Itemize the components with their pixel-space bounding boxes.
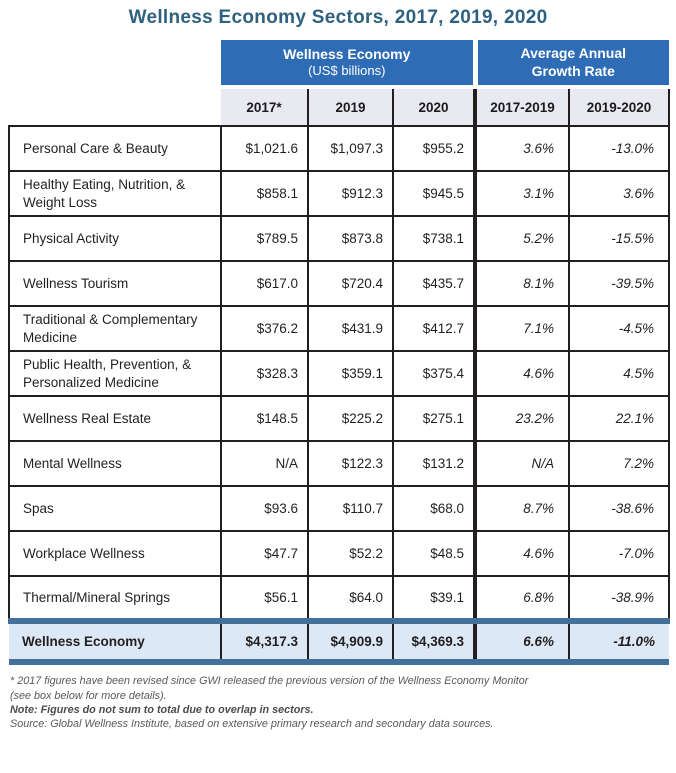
table-row <box>9 531 669 576</box>
growth-cell: 22.1% <box>569 396 669 441</box>
growth-cell: N/A <box>475 441 569 486</box>
growth-cell: -39.5% <box>569 261 669 306</box>
value-cell: N/A <box>221 441 308 486</box>
value-cell: $131.2 <box>393 441 475 486</box>
source-footnote: Source: Global Wellness Institute, based on extensive primary research and secondary data sources. <box>10 718 494 731</box>
value-cell: $738.1 <box>393 216 475 261</box>
value-cell: $375.4 <box>393 351 475 396</box>
value-cell: $68.0 <box>393 486 475 531</box>
value-cell: $39.1 <box>393 576 475 621</box>
value-cell: $1,097.3 <box>308 126 393 171</box>
sector-cell: Spas <box>9 486 221 531</box>
value-cell: $617.0 <box>221 261 308 306</box>
total-value-cell: $4,909.9 <box>308 621 393 662</box>
value-cell: $148.5 <box>221 396 308 441</box>
group-growth-label-line2: Growth Rate <box>531 62 615 79</box>
total-value-cell: $4,369.3 <box>393 621 475 662</box>
value-cell: $955.2 <box>393 126 475 171</box>
growth-cell: 7.1% <box>475 306 569 351</box>
growth-cell: -7.0% <box>569 531 669 576</box>
value-cell: $56.1 <box>221 576 308 621</box>
table-row <box>9 486 669 531</box>
sector-cell: Traditional & Complementary Medicine <box>9 306 221 351</box>
table-row <box>9 216 669 261</box>
growth-cell: -13.0% <box>569 126 669 171</box>
column-group-growth-rate <box>475 40 669 87</box>
page-title: Wellness Economy Sectors, 2017, 2019, 2020 <box>128 7 548 28</box>
value-cell: $52.2 <box>308 531 393 576</box>
value-cell: $93.6 <box>221 486 308 531</box>
column-header-row <box>9 87 669 126</box>
asterisk-footnote-line1: * 2017 figures have been revised since GWI released the previous version of the Wellness Economy Monitor <box>10 675 529 688</box>
growth-cell: 23.2% <box>475 396 569 441</box>
value-cell: $720.4 <box>308 261 393 306</box>
growth-cell: -15.5% <box>569 216 669 261</box>
group-economy-label-line1: Wellness Economy <box>283 45 411 62</box>
sector-cell: Physical Activity <box>9 216 221 261</box>
note-footnote: Note: Figures do not sum to total due to overlap in sectors. <box>10 703 314 716</box>
growth-cell: 4.6% <box>475 531 569 576</box>
value-cell: $275.1 <box>393 396 475 441</box>
table-row <box>9 306 669 351</box>
growth-cell: 5.2% <box>475 216 569 261</box>
value-cell: $873.8 <box>308 216 393 261</box>
growth-cell: 3.6% <box>475 126 569 171</box>
col-header-2017: 2017* <box>221 87 308 126</box>
growth-cell: -38.6% <box>569 486 669 531</box>
sector-cell: Public Health, Prevention, & Personalized Medicine <box>9 351 221 396</box>
total-row <box>9 621 669 662</box>
growth-cell: 6.8% <box>475 576 569 621</box>
header-spacer <box>9 87 221 126</box>
value-cell: $64.0 <box>308 576 393 621</box>
group-growth-label-line1: Average Annual <box>520 45 627 61</box>
value-cell: $376.2 <box>221 306 308 351</box>
value-cell: $225.2 <box>308 396 393 441</box>
sector-cell: Workplace Wellness <box>9 531 221 576</box>
asterisk-footnote-line2: (see box below for more details). <box>10 689 167 702</box>
value-cell: $1,021.6 <box>221 126 308 171</box>
value-cell: $789.5 <box>221 216 308 261</box>
sector-cell: Personal Care & Beauty <box>9 126 221 171</box>
col-header-2019-2020: 2019-2020 <box>569 87 669 126</box>
total-growth-cell: 6.6% <box>475 621 569 662</box>
col-header-2020: 2020 <box>393 87 475 126</box>
table-row <box>9 576 669 621</box>
value-cell: $47.7 <box>221 531 308 576</box>
column-group-wellness-economy <box>221 40 475 87</box>
value-cell: $122.3 <box>308 441 393 486</box>
header-spacer <box>9 40 221 87</box>
value-cell: $48.5 <box>393 531 475 576</box>
total-growth-cell: -11.0% <box>569 621 669 662</box>
value-cell: $431.9 <box>308 306 393 351</box>
value-cell: $858.1 <box>221 171 308 216</box>
sector-cell: Healthy Eating, Nutrition, & Weight Loss <box>9 171 221 216</box>
value-cell: $435.7 <box>393 261 475 306</box>
total-value-cell: $4,317.3 <box>221 621 308 662</box>
value-cell: $110.7 <box>308 486 393 531</box>
sector-cell: Wellness Real Estate <box>9 396 221 441</box>
growth-cell: 8.7% <box>475 486 569 531</box>
group-header-row <box>9 40 669 87</box>
table-row <box>9 351 669 396</box>
sector-cell: Thermal/Mineral Springs <box>9 576 221 621</box>
col-header-2019: 2019 <box>308 87 393 126</box>
growth-cell: 8.1% <box>475 261 569 306</box>
growth-cell: -38.9% <box>569 576 669 621</box>
value-cell: $945.5 <box>393 171 475 216</box>
table-row <box>9 261 669 306</box>
col-header-2017-2019: 2017-2019 <box>475 87 569 126</box>
growth-cell: 3.6% <box>569 171 669 216</box>
table-row <box>9 396 669 441</box>
group-economy-label-line2: (US$ billions) <box>308 63 386 79</box>
growth-cell: -4.5% <box>569 306 669 351</box>
table-row <box>9 171 669 216</box>
value-cell: $912.3 <box>308 171 393 216</box>
value-cell: $328.3 <box>221 351 308 396</box>
total-label-cell: Wellness Economy <box>9 621 221 662</box>
growth-cell: 3.1% <box>475 171 569 216</box>
growth-cell: 7.2% <box>569 441 669 486</box>
table-row <box>9 441 669 486</box>
footnotes <box>10 674 664 731</box>
growth-cell: 4.5% <box>569 351 669 396</box>
sector-cell: Mental Wellness <box>9 441 221 486</box>
table-row <box>9 126 669 171</box>
value-cell: $412.7 <box>393 306 475 351</box>
value-cell: $359.1 <box>308 351 393 396</box>
sector-cell: Wellness Tourism <box>9 261 221 306</box>
growth-cell: 4.6% <box>475 351 569 396</box>
wellness-economy-table <box>8 40 670 665</box>
